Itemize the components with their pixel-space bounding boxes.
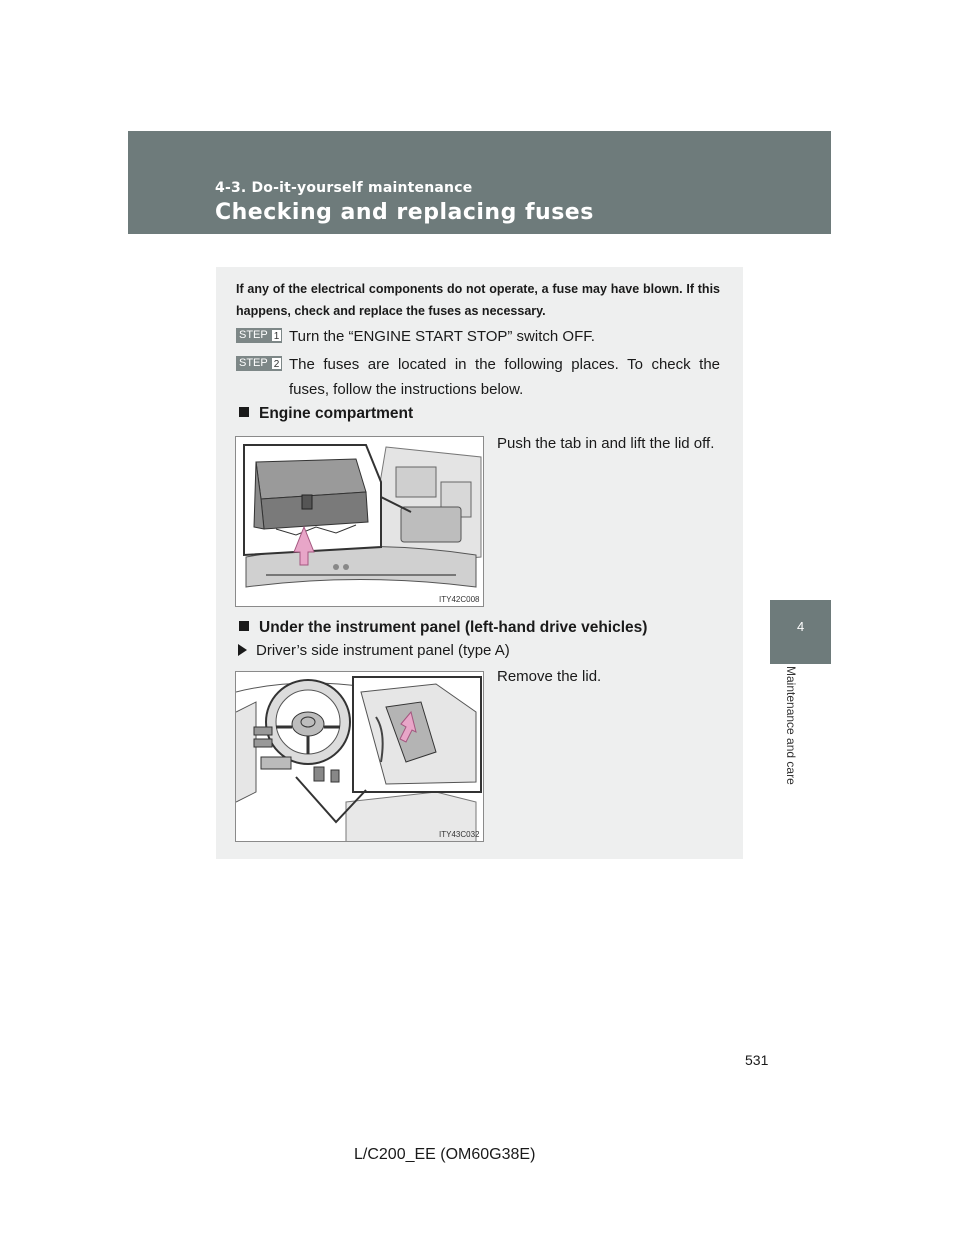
instrument-panel-instruction: Remove the lid.	[497, 668, 602, 685]
step-2	[236, 352, 720, 402]
intro-text: If any of the electrical components do not operate, a fuse may have blown. If this happens, check and replace the fuses as necessary.	[236, 282, 720, 318]
triangle-bullet-icon	[238, 644, 247, 656]
engine-fuse-box-illustration	[236, 437, 484, 607]
page-number: 531	[745, 1052, 769, 1068]
chapter-number: 4	[797, 619, 805, 634]
section-label: 4-3. Do-it-yourself maintenance	[215, 180, 473, 196]
step-badge: STEP 2	[236, 356, 282, 371]
instrument-panel-figure	[235, 671, 484, 842]
engine-compartment-figure	[235, 436, 484, 607]
chapter-label: Maintenance and care	[784, 666, 798, 785]
step-2-text: The fuses are located in the following places. To check the fuses, follow the instructions below.	[289, 356, 720, 398]
step-1	[236, 324, 720, 349]
instrument-panel-illustration	[236, 672, 484, 842]
step-1-text: Turn the “ENGINE START STOP” switch OFF.	[289, 328, 595, 345]
chapter-label-vertical	[782, 666, 806, 836]
section-heading-engine: Engine compartment	[239, 405, 413, 423]
step-badge: STEP 1	[236, 328, 282, 343]
square-bullet-icon	[239, 621, 249, 631]
document-code: L/C200_EE (OM60G38E)	[354, 1146, 536, 1163]
page-title: Checking and replacing fuses	[215, 200, 594, 225]
subheading-drivers-side: Driver’s side instrument panel (type A)	[238, 642, 510, 659]
engine-instruction: Push the tab in and lift the lid off.	[497, 435, 715, 452]
square-bullet-icon	[239, 407, 249, 417]
section-heading-instrument-panel: Under the instrument panel (left-hand drive vehicles)	[239, 619, 647, 637]
figure-code: ITY43C032	[439, 830, 480, 839]
figure-code: ITY42C008	[439, 595, 480, 604]
